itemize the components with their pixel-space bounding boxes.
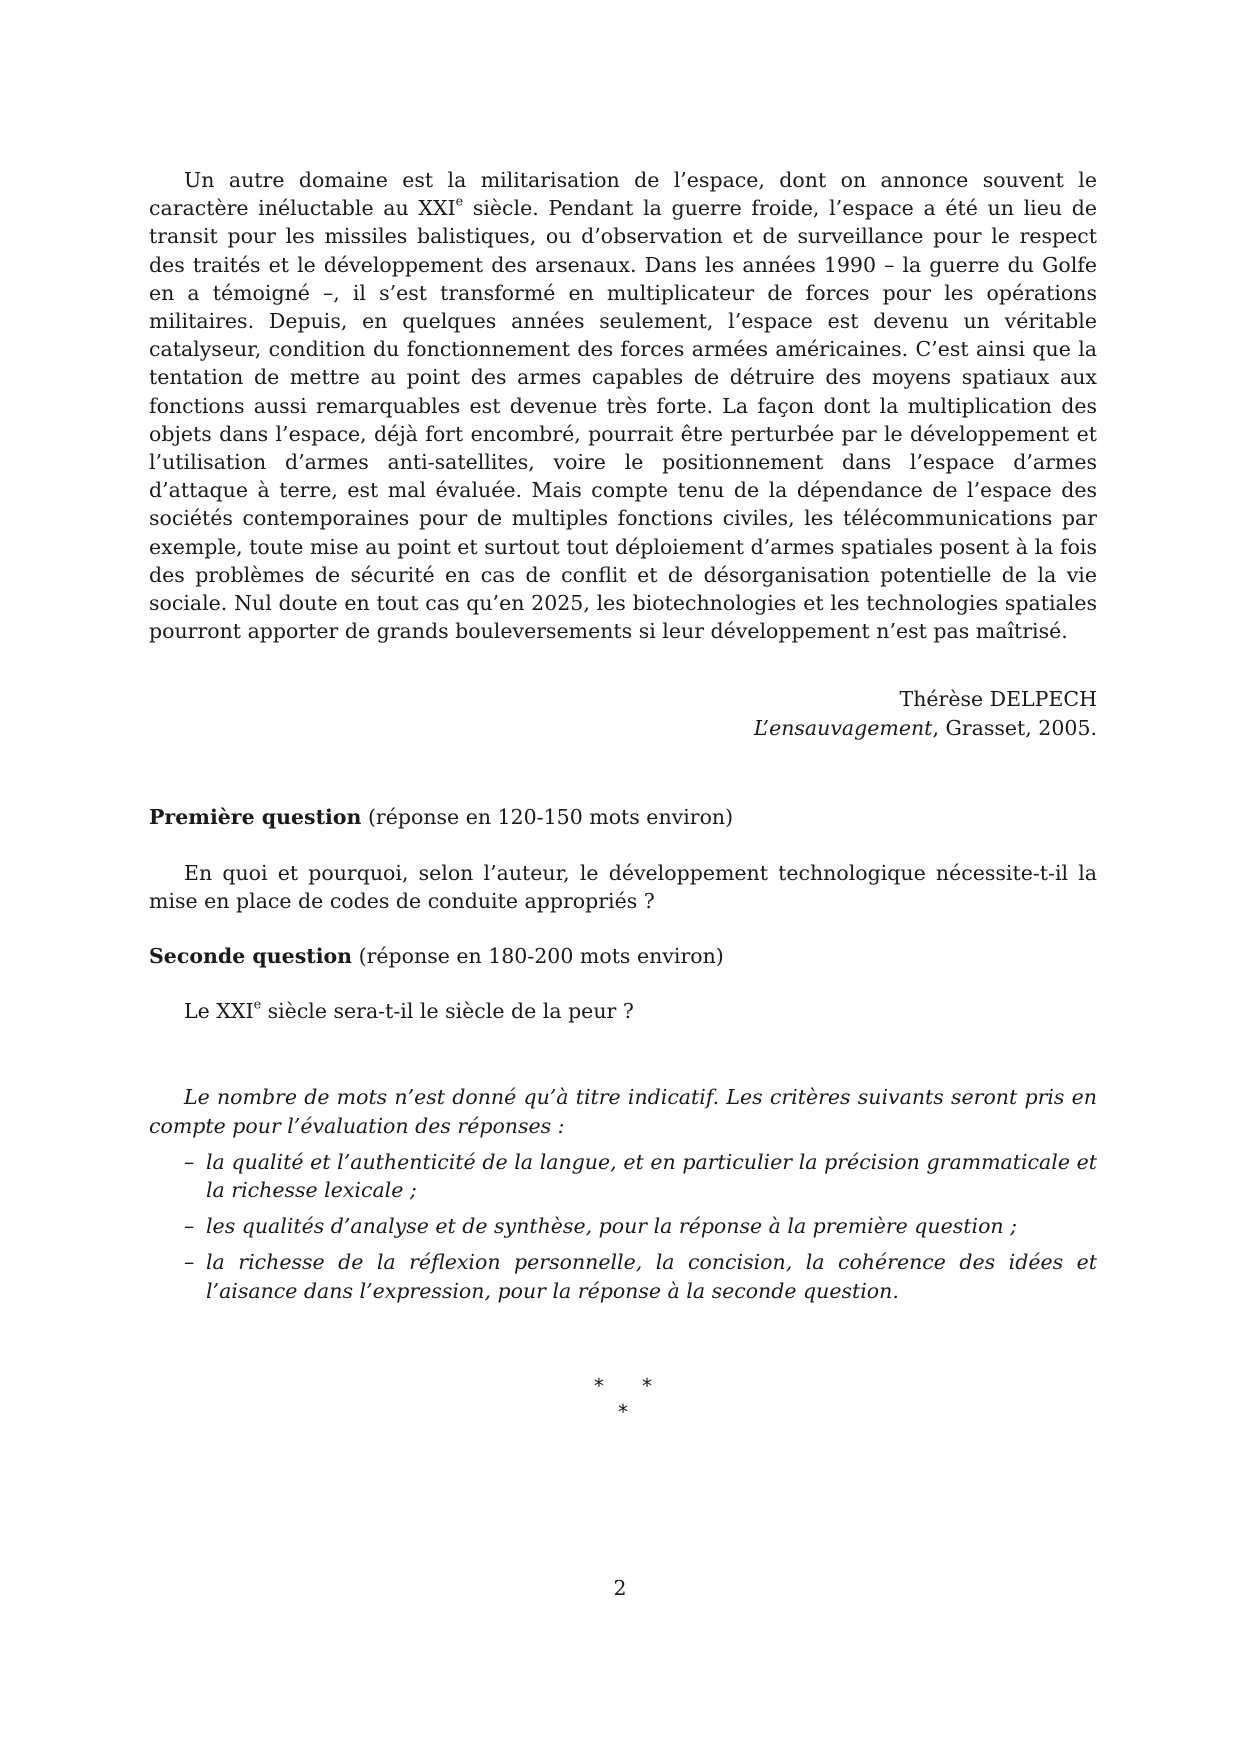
instructions-intro: Le nombre de mots n’est donné qu’à titre indicatif. Les critères suivants seront pris en compte pour l’évaluation des réponses : (149, 1085, 1097, 1138)
separator-star-bottom: * (616, 1399, 630, 1424)
paragraph-text-start: Un autre domaine est la militarisation de l’espace, dont on annonce souvent le caractère inéluctable au XXI (149, 168, 1097, 221)
book-title: L’ensauvagement (753, 716, 933, 741)
publisher-year: , Grasset, 2005. (932, 716, 1097, 741)
main-paragraph (149, 166, 1097, 645)
question-2-label: Seconde question (149, 944, 353, 969)
century-superscript: e (455, 193, 464, 209)
question-1-label: Première question (149, 805, 362, 830)
question-1-heading (149, 803, 1097, 831)
criteria-list (149, 1148, 1097, 1305)
separator-stars-top: * * (592, 1373, 654, 1398)
paragraph-text-rest: siècle. Pendant la guerre froide, l’espace a été un lieu de transit pour les missiles balistiques, ou d’observation et de surveillance pour le respect des traités et le développement des arsenaux. Dans les années 1990 – la guerre du Golfe en a témoigné –, il s’est transformé en multiplicateur de forces pour les opérations militaires. Depuis, en quelques années seulement, l’espace est devenu un véritable catalyseur, condition du fonctionnement des forces armées américaines. C’est ainsi que la tentation de mettre au point des armes capables de détruire des moyens spatiaux aux fonctions aussi remarquables est devenue très forte. La façon dont la multiplication des objets dans l’espace, déjà fort encombré, pourrait être perturbée par le développement et l’utilisation d’armes anti-satellites, voire le positionnement dans l’espace d’armes d’attaque à terre, est mal évaluée. Mais compte tenu de la dépendance de l’espace des sociétés contemporaines pour de multiples fonctions civiles, les télécommunications par exemple, toute mise au point et surtout tout déploiement d’armes spatiales posent à la fois des problèmes de sécurité en cas de conflit et de désorganisation potentielle de la vie sociale. Nul doute en tout cas qu’en 2025, les biotechnologies et les technologies spatiales pourront apporter de grands bouleversements si leur développement n’est pas maîtrisé. (149, 196, 1097, 644)
document-page (149, 166, 1097, 1425)
criteria-item-text: les qualités d’analyse et de synthèse, pour la réponse à la première question ; (206, 1214, 1018, 1239)
author-name: Thérèse DELPECH (899, 687, 1097, 712)
section-separator (149, 1373, 1097, 1425)
book-reference (149, 714, 1097, 743)
bullet-dash: – (184, 1149, 195, 1174)
question-2-text-start: Le XXI (184, 999, 254, 1024)
criteria-item-text: la qualité et l’authenticité de la langue, et en particulier la précision grammaticale et la richesse lexicale ; (206, 1149, 1097, 1203)
criteria-item (149, 1248, 1097, 1304)
question-2-text (149, 997, 1097, 1025)
question-2-heading (149, 942, 1097, 970)
criteria-item (149, 1148, 1097, 1204)
question-2-instruction: (réponse en 180-200 mots environ) (352, 944, 724, 969)
page-number: 2 (613, 1576, 627, 1600)
grading-instructions (149, 1083, 1097, 1304)
question-2-superscript: e (253, 996, 262, 1012)
question-1-text: En quoi et pourquoi, selon l’auteur, le développement technologique nécessite-t-il la mise en place de codes de conduite appropriés ? (149, 860, 1097, 913)
bullet-dash: – (184, 1214, 195, 1239)
question-2-text-end: siècle sera-t-il le siècle de la peur ? (261, 999, 634, 1024)
bullet-dash: – (184, 1250, 195, 1275)
question-1-instruction: (réponse en 120-150 mots environ) (361, 805, 734, 830)
criteria-item-text: la richesse de la réflexion personnelle, la concision, la cohérence des idées et l’aisance dans l’expression, pour la réponse à la seconde question. (206, 1250, 1097, 1303)
source-citation (149, 685, 1097, 743)
criteria-item (149, 1212, 1097, 1240)
